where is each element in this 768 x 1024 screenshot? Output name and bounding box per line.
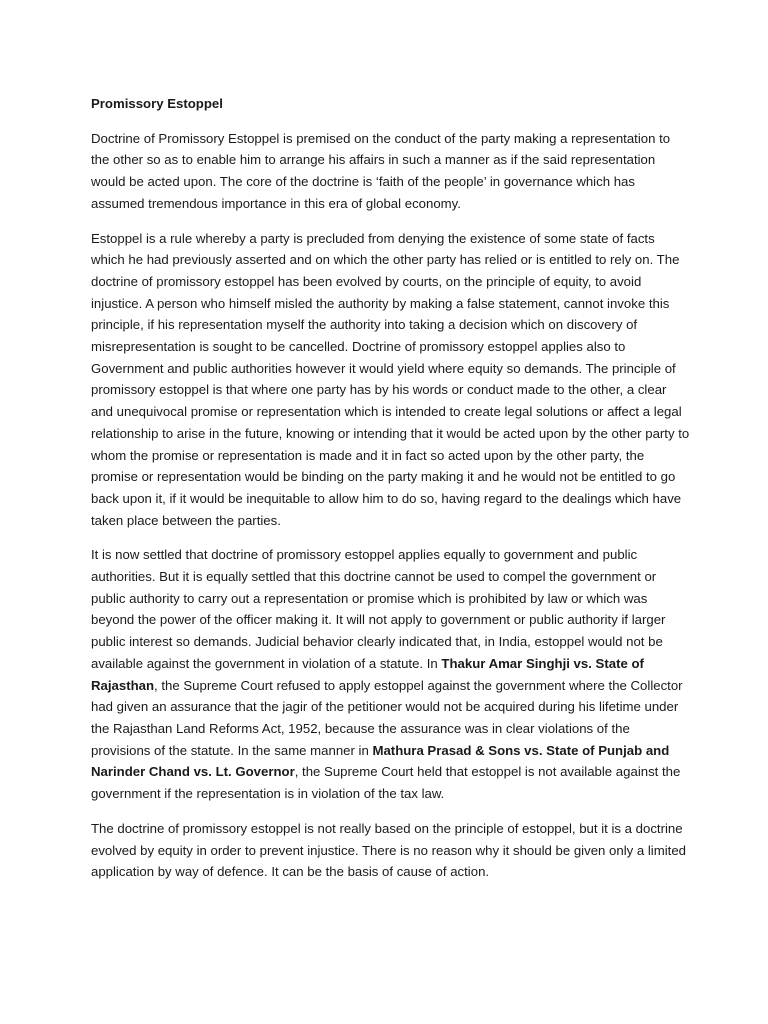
document-page	[91, 93, 691, 896]
paragraph-3-text-3: , the Supreme Court held that estoppel is not available against the government if the representation is in violation of the tax law.	[91, 764, 681, 802]
paragraph-3-text-2: , the Supreme Court refused to apply estoppel against the government where the Collector had given an assurance that the jagir of the petitioner would not be acquired during his lifetime under the Rajasthan Land Reforms Act, 1952, because the assurance was in clear violations of the provisions of the statute. In the same manner in	[91, 677, 683, 758]
paragraph-1: Doctrine of Promissory Estoppel is premised on the conduct of the party making a representation to the other so as to enable him to arrange his affairs in such a manner as if the said representation would be acted upon. The core of the doctrine is ‘faith of the people’ in governance which has assumed tremendous importance in this era of global economy.	[91, 130, 671, 211]
case-citation-mathura-prasad: Mathura Prasad & Sons vs. State of Punjab and Narinder Chand vs. Lt. Governor	[91, 742, 670, 780]
paragraph-4: The doctrine of promissory estoppel is not really based on the principle of estoppel, but it is a doctrine evolved by equity in order to prevent injustice. There is no reason why it should be given only a limited application by way of defence. It can be the basis of cause of action.	[91, 820, 686, 880]
paragraph-3-text-1: It is now settled that doctrine of promissory estoppel applies equally to government and public authorities. But it is equally settled that this doctrine cannot be used to compel the government or public authority to carry out a representation or promise which is prohibited by law or which was beyond the power of the officer making it. It will not apply to government or public authority if larger public interest so demands. Judicial behavior clearly indicated that, in India, estoppel would not be available against the government in violation of a statute. In	[91, 547, 666, 671]
document-title: Promissory Estoppel	[91, 96, 223, 111]
paragraph-2: Estoppel is a rule whereby a party is precluded from denying the existence of some state of facts which he had previously asserted and on which the other party has relied or is entitled to rely on. The doctrine of promissory estoppel has been evolved by courts, on the principle of equity, to avoid injustice. A person who himself misled the authority by making a false statement, cannot invoke this principle, if his representation myself the authority into taking a decision which on discovery of misrepresentation is sought to be cancelled. Doctrine of promissory estoppel applies also to Government and public authorities however it would yield where equity so demands. The principle of promissory estoppel is that where one party has by his words or conduct made to the other, a clear and unequivocal promise or representation which is intended to create legal solutions or affect a legal relationship to arise in the future, knowing or intending that it would be acted upon by the other party to whom the promise or representation is made and it in fact so acted upon by the other party, the promise or representation would be binding on the party making it and he would not be entitled to go back upon it, if it would be inequitable to allow him to do so, having regard to the dealings which have taken place between the parties.	[91, 230, 690, 528]
case-citation-thakur-amar-singhji: Thakur Amar Singhji vs. State of Rajasthan	[91, 655, 644, 693]
paragraph-3	[91, 544, 691, 804]
